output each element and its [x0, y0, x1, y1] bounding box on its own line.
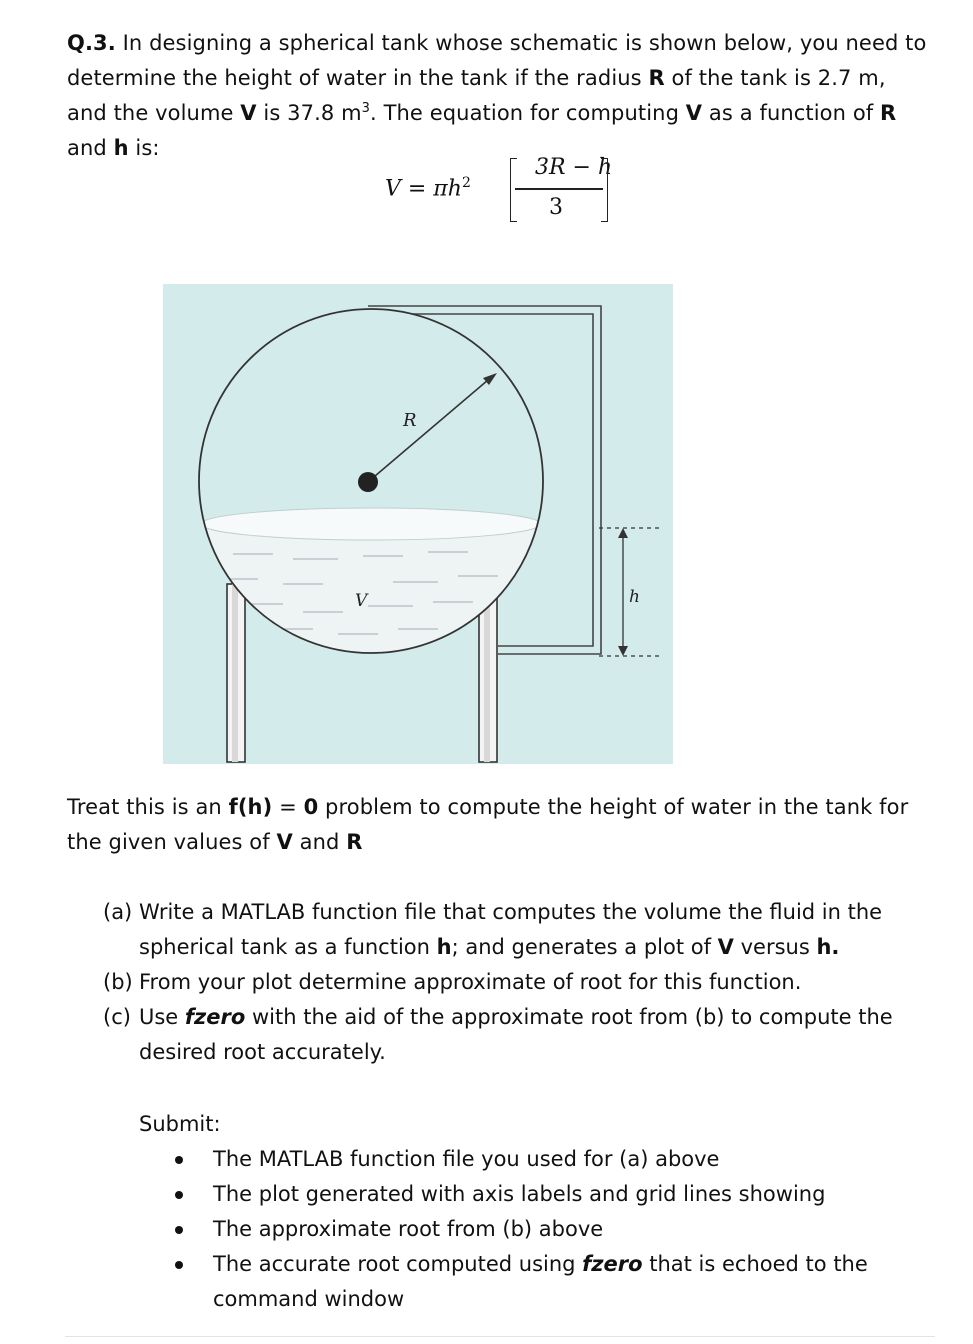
- label-R: R: [403, 410, 417, 431]
- intro-text-3: is 37.8 m: [256, 101, 362, 125]
- bullet-dot: [175, 1156, 183, 1164]
- label-V: V: [355, 591, 368, 611]
- bottom-divider: [65, 1336, 935, 1337]
- part-c-label: (c): [103, 1005, 131, 1029]
- equation-power: 2: [461, 175, 471, 191]
- intro-text-1: In designing a spherical tank whose schematic is shown below, you need to determine the height of water in the tank if the radius: [67, 31, 927, 90]
- label-h: h: [629, 587, 640, 607]
- bullet-dot: [175, 1226, 183, 1234]
- submit-item: The accurate root computed using fzero that is echoed to the command window: [170, 1247, 890, 1317]
- water-surface: [201, 508, 541, 540]
- treat-zero: 0: [303, 795, 319, 819]
- submit-item: The approximate root from (b) above: [170, 1212, 890, 1247]
- intro-R: R: [648, 66, 665, 90]
- question-parts: [103, 895, 933, 1070]
- submit-item: The MATLAB function file you used for (a) above: [170, 1142, 890, 1177]
- question-intro: [67, 26, 927, 166]
- part-c-fzero: fzero: [184, 1005, 246, 1029]
- equation-numerator: 3R − h: [535, 155, 613, 180]
- submit-list: [170, 1142, 890, 1317]
- treat-statement: Treat this is an f(h) = 0 problem to compute the height of water in the tank for the given values of V and R: [67, 795, 909, 854]
- submit-item: The plot generated with axis labels and grid lines showing: [170, 1177, 890, 1212]
- intro-text-5: as a function of: [702, 101, 881, 125]
- tank-center: [358, 472, 378, 492]
- fraction-line: [515, 188, 603, 190]
- equation-lhs: $V = \pi h^2$: [385, 175, 471, 202]
- treat-fh: f(h): [228, 795, 273, 819]
- intro-text-4: . The equation for computing: [370, 101, 686, 125]
- submit-title: Submit:: [139, 1112, 221, 1136]
- equation-denominator: 3: [549, 195, 563, 220]
- submit-fzero: fzero: [582, 1252, 643, 1276]
- left-leg-shade: [232, 584, 238, 762]
- part-a: (a) Write a MATLAB function file that computes the volume the fluid in the spherical tank as a function h; and generates a plot of V versus h.: [103, 895, 933, 965]
- part-b-label: (b): [103, 970, 133, 994]
- right-bracket: [601, 158, 608, 222]
- part-c: (c) Use fzero with the aid of the approximate root from (b) to compute the desired root accurately.: [103, 1000, 933, 1070]
- treat-R: R: [346, 830, 363, 854]
- treat-V: V: [276, 830, 293, 854]
- intro-h: h: [113, 136, 129, 160]
- intro-R-2: R: [880, 101, 897, 125]
- left-bracket: [510, 158, 517, 222]
- intro-V: V: [240, 101, 257, 125]
- intro-cube: 3: [361, 101, 371, 116]
- bullet-dot: [175, 1191, 183, 1199]
- intro-text-6: and: [67, 136, 114, 160]
- volume-equation: [385, 150, 645, 230]
- intro-text-7: is:: [128, 136, 160, 160]
- part-b-text: From your plot determine approximate of root for this function.: [139, 970, 802, 994]
- bullet-dot: [175, 1261, 183, 1269]
- intro-V-2: V: [685, 101, 703, 125]
- intro-text-2: of the tank is 2.7 m, and the volume: [67, 66, 886, 125]
- part-a-label: (a): [103, 900, 133, 924]
- tank-schematic: [163, 284, 673, 764]
- part-b: [103, 965, 933, 1000]
- question-number: Q.3.: [67, 31, 116, 55]
